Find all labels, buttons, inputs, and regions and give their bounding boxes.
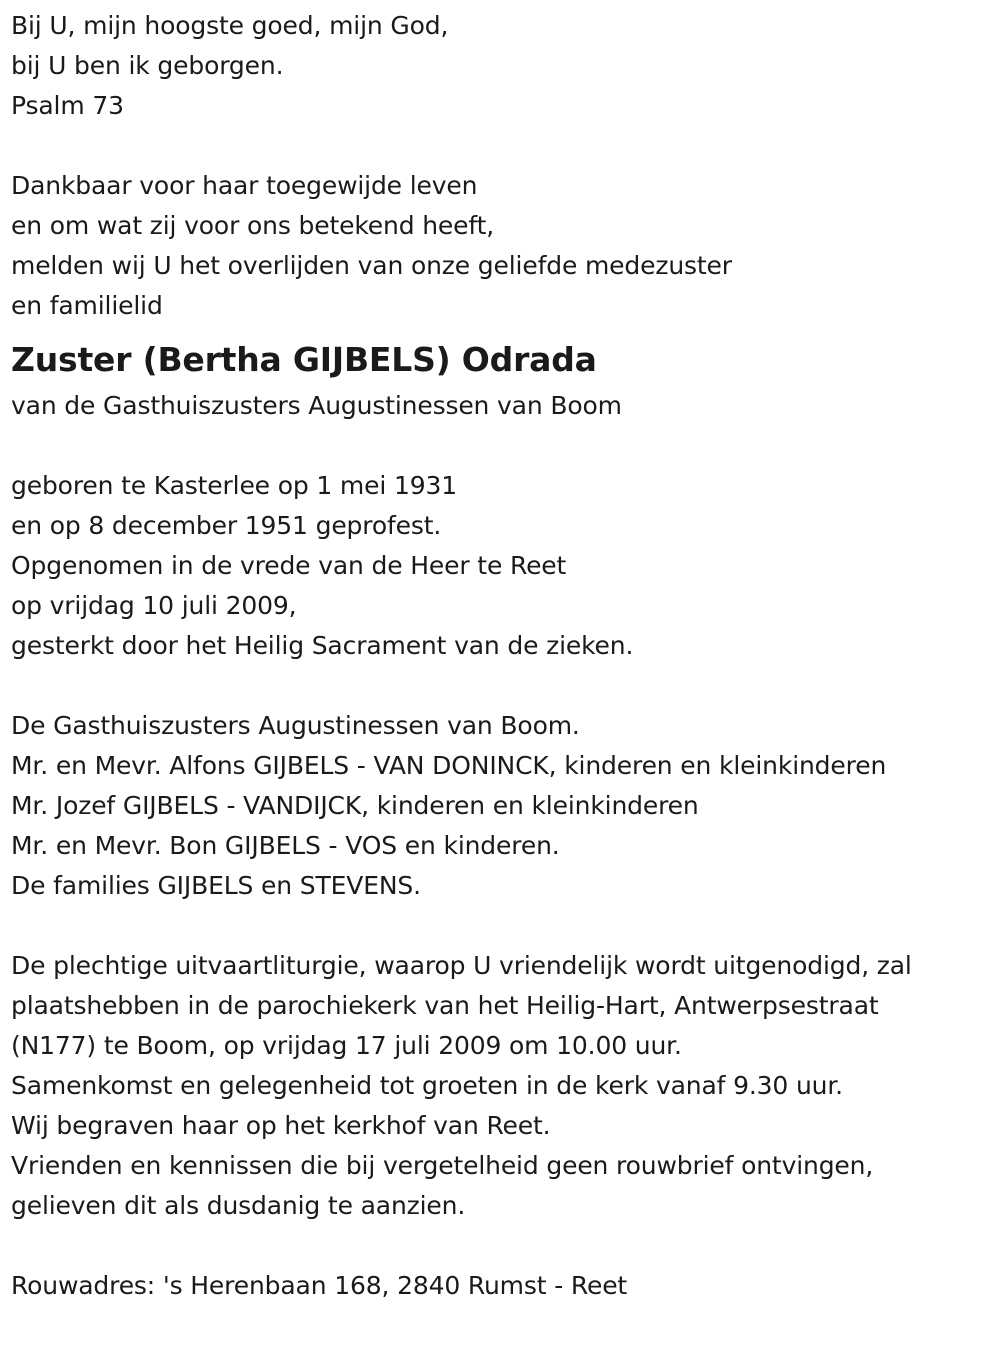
life-line: en op 8 december 1951 geprofest. [11, 511, 442, 540]
family-line: De Gasthuiszusters Augustinessen van Boom. [11, 711, 580, 740]
intro-line: melden wij U het overlijden van onze geliefde medezuster [11, 251, 732, 280]
family-line: Mr. Jozef GIJBELS - VANDIJCK, kinderen en kleinkinderen [11, 791, 699, 820]
obituary-document [11, 6, 996, 1306]
funeral-line: Wij begraven haar op het kerkhof van Reet. [11, 1111, 551, 1140]
spacer [11, 666, 996, 706]
verse-reference: Psalm 73 [11, 91, 124, 120]
intro-line: en om wat zij voor ons betekend heeft, [11, 211, 495, 240]
verse-line: Bij U, mijn hoogste goed, mijn God, [11, 11, 449, 40]
spacer [11, 426, 996, 466]
funeral-line: De plechtige uitvaartliturgie, waarop U vriendelijk wordt uitgenodigd, zal [11, 951, 912, 980]
deceased-name: Zuster (Bertha GIJBELS) Odrada [11, 340, 597, 379]
family-line: Mr. en Mevr. Alfons GIJBELS - VAN DONINCK, kinderen en kleinkinderen [11, 751, 887, 780]
funeral-line: Samenkomst en gelegenheid tot groeten in de kerk vanaf 9.30 uur. [11, 1071, 843, 1100]
family-line: Mr. en Mevr. Bon GIJBELS - VOS en kinderen. [11, 831, 560, 860]
spacer [11, 906, 996, 946]
life-line: geboren te Kasterlee op 1 mei 1931 [11, 471, 457, 500]
intro-line: Dankbaar voor haar toegewijde leven [11, 171, 478, 200]
funeral-block [11, 946, 996, 1226]
family-line: De families GIJBELS en STEVENS. [11, 871, 421, 900]
funeral-line: gelieven dit als dusdanig te aanzien. [11, 1191, 466, 1220]
funeral-line: plaatshebben in de parochiekerk van het Heilig-Hart, Antwerpsestraat [11, 991, 879, 1020]
life-line: gesterkt door het Heilig Sacrament van de zieken. [11, 631, 634, 660]
life-line: Opgenomen in de vrede van de Heer te Reet [11, 551, 567, 580]
intro-line: en familielid [11, 291, 163, 320]
spacer [11, 1226, 996, 1266]
funeral-line: (N177) te Boom, op vrijdag 17 juli 2009 om 10.00 uur. [11, 1031, 682, 1060]
intro-block [11, 166, 996, 326]
life-line: op vrijdag 10 juli 2009, [11, 591, 297, 620]
verse-line: bij U ben ik geborgen. [11, 51, 284, 80]
verse-block [11, 6, 996, 126]
life-block [11, 466, 996, 666]
deceased-congregation: van de Gasthuiszusters Augustinessen van Boom [11, 391, 622, 420]
spacer [11, 126, 996, 166]
funeral-line: Vrienden en kennissen die bij vergetelheid geen rouwbrief ontvingen, [11, 1151, 874, 1180]
mourning-address: Rouwadres: 's Herenbaan 168, 2840 Rumst - Reet [11, 1271, 628, 1300]
family-block [11, 706, 996, 906]
